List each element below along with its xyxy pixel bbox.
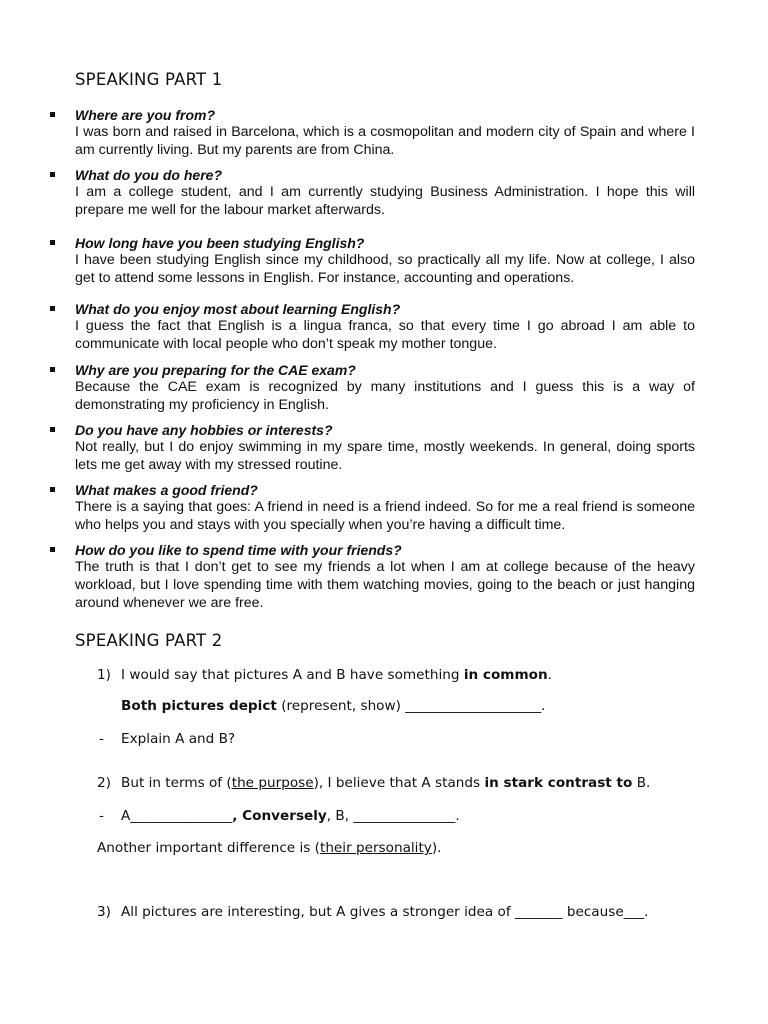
bullet-icon: [50, 240, 55, 245]
bullet-icon: [50, 427, 55, 432]
text: , B, _______________.: [326, 808, 460, 824]
item-number: 2): [97, 775, 111, 791]
underlined-phrase: the purpose: [231, 775, 314, 791]
answer: Because the CAE exam is recognized by many institutions and I guess this is a way of demonstrating my proficiency in English.: [75, 379, 695, 413]
question: What makes a good friend?: [75, 482, 258, 498]
bullet-icon: [50, 547, 55, 552]
bullet-icon: [50, 487, 55, 492]
prompt-2: [97, 774, 650, 792]
prompt-1-detail: [121, 697, 546, 715]
question: Why are you preparing for the CAE exam?: [75, 362, 356, 378]
answer: Not really, but I do enjoy swimming in my spare time, mostly weekends. In general, doing sports lets me get away with my stressed routine.: [75, 439, 695, 473]
prompt-2-difference: [97, 839, 441, 857]
bullet-icon: [50, 172, 55, 177]
question: How do you like to spend time with your friends?: [75, 542, 402, 558]
text: (represent, show) ____________________.: [276, 698, 546, 714]
question: Where are you from?: [75, 107, 216, 123]
part1-heading: SPEAKING PART 1: [75, 70, 223, 89]
question: How long have you been studying English?: [75, 235, 365, 251]
text: But in terms of (: [121, 775, 232, 791]
text: ), I believe that A stands: [313, 775, 485, 791]
answer: The truth is that I don’t get to see my friends a lot when I am at college because of the heavy workload, but I love spending time with them watching movies, going to the beach or just hanging around whenever we are free.: [75, 559, 695, 611]
bullet-icon: [50, 367, 55, 372]
bold-phrase: in stark contrast to: [484, 775, 633, 791]
answer: There is a saying that goes: A friend in need is a friend indeed. So for me a real friend is someone who helps you and stays with you specially when you’re having a difficult time.: [75, 499, 695, 533]
answer: I am a college student, and I am currently studying Business Administration. I hope this will prepare me well for the labour market afterwards.: [75, 184, 695, 218]
text: Another important difference is (: [97, 840, 320, 856]
prompt-2-compare: [99, 807, 460, 825]
answer: I guess the fact that English is a lingua franca, so that every time I go abroad I am able to communicate with local people who don’t speak my mother tongue.: [75, 318, 695, 352]
item-number: 3): [97, 904, 111, 920]
text: I would say that pictures A and B have something: [121, 667, 464, 683]
question: What do you enjoy most about learning English?: [75, 301, 401, 317]
text: ).: [431, 840, 442, 856]
text: All pictures are interesting, but A gives a stronger idea of _______ because___.: [121, 904, 649, 920]
prompt-1: [97, 666, 552, 684]
prompt-1-explain: [99, 730, 235, 748]
text: A_______________: [121, 808, 233, 824]
dash: -: [99, 731, 104, 747]
text: B.: [632, 775, 651, 791]
underlined-phrase: their personality: [319, 840, 432, 856]
part2-heading: SPEAKING PART 2: [75, 631, 223, 650]
bullet-icon: [50, 306, 55, 311]
bold-phrase: Both pictures depict: [121, 698, 277, 714]
bold-phrase: , Conversely: [232, 808, 327, 824]
dash: -: [99, 808, 104, 824]
text: .: [547, 667, 552, 683]
answer: I have been studying English since my childhood, so practically all my life. Now at college, I also get to attend some lessons in English. For instance, accounting and operations.: [75, 252, 695, 286]
answer: I was born and raised in Barcelona, which is a cosmopolitan and modern city of Spain and where I am currently living. But my parents are from China.: [75, 124, 695, 158]
text: Explain A and B?: [121, 731, 236, 747]
item-number: 1): [97, 667, 111, 683]
question: What do you do here?: [75, 167, 222, 183]
bullet-icon: [50, 112, 55, 117]
bold-phrase: in common: [463, 667, 548, 683]
prompt-3: [97, 903, 648, 921]
question: Do you have any hobbies or interests?: [75, 422, 333, 438]
